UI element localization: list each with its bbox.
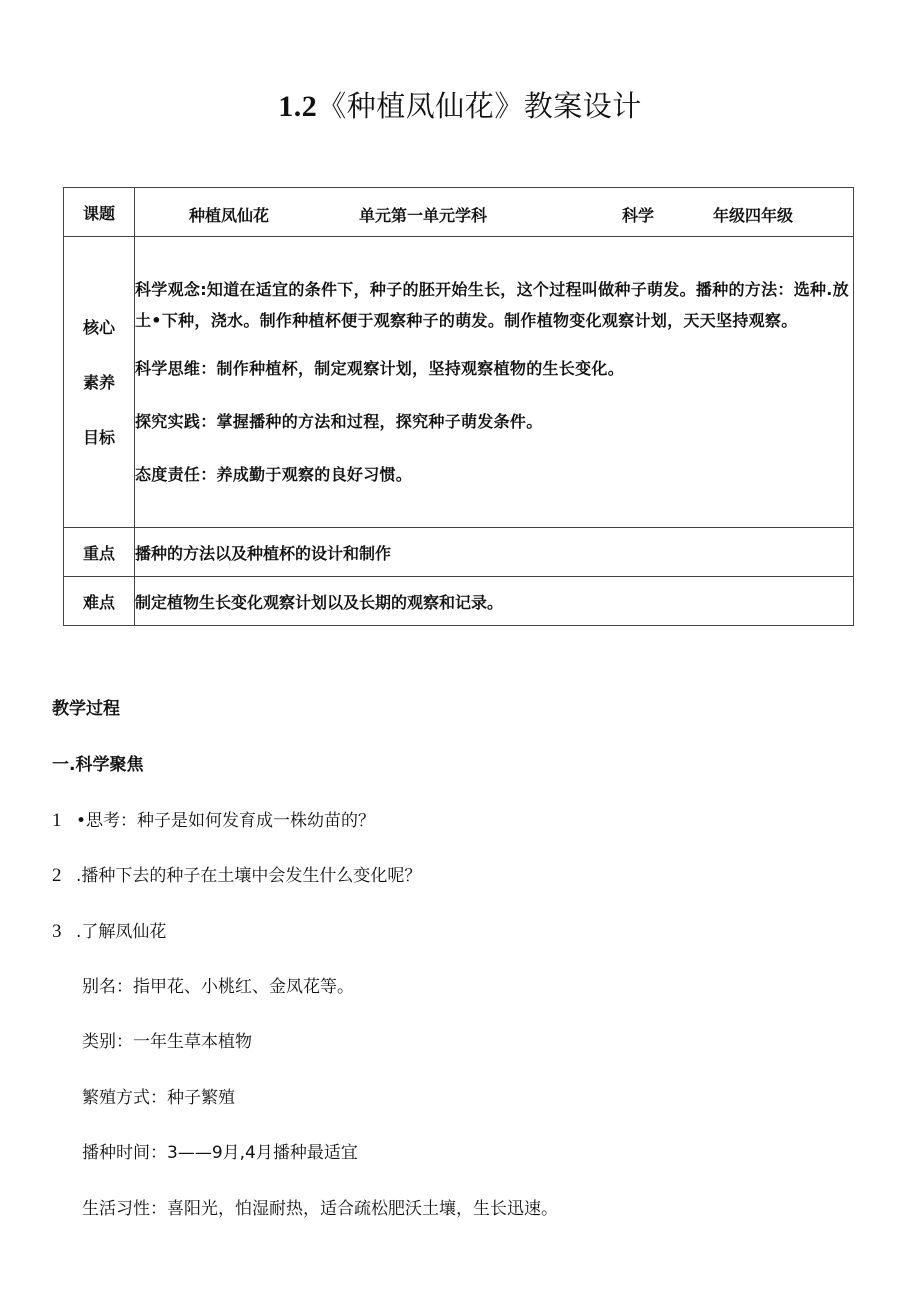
table-row-difficulties bbox=[64, 577, 854, 626]
item-number: 3 bbox=[52, 921, 62, 942]
science-concept-goal: 科学观念:知道在适宜的条件下，种子的胚开始生长，这个过程叫做种子萌发。播种的方法：选种.放土•下种，浇水。制作种植杯便于观察种子的萌发。制作植物变化观察计划，天天坚持观察。 bbox=[135, 279, 849, 330]
category-detail: 类别：一年生草本植物 bbox=[82, 1032, 252, 1052]
topic-info-cell bbox=[135, 188, 854, 237]
teaching-process-heading: 教学过程 bbox=[52, 699, 120, 719]
item-number: 2 bbox=[52, 865, 62, 886]
reproduction-detail: 繁殖方式：种子繁殖 bbox=[82, 1088, 235, 1108]
subject-value: 科学 bbox=[622, 206, 655, 225]
topic-label: 课题 bbox=[64, 188, 135, 237]
core-label-line: 素养 bbox=[82, 372, 115, 392]
grade-value: 年级四年级 bbox=[713, 206, 794, 225]
table-row-core-goals bbox=[64, 237, 854, 528]
title-number: 1.2 bbox=[278, 90, 318, 123]
inquiry-practice-goal: 探究实践：掌握播种的方法和过程，探究种子萌发条件。 bbox=[135, 411, 543, 431]
difficulties-text: 制定植物生长变化观察计划以及长期的观察和记录。 bbox=[135, 577, 854, 626]
topic-value: 种植凤仙花 bbox=[189, 206, 270, 225]
table-row-key-points bbox=[64, 528, 854, 577]
key-points-text: 播种的方法以及种植杯的设计和制作 bbox=[135, 528, 854, 577]
list-item bbox=[52, 917, 166, 943]
science-thinking-goal: 科学思维：制作种植杯，制定观察计划，坚持观察植物的生长变化。 bbox=[135, 358, 625, 378]
table-row-topic bbox=[64, 188, 854, 237]
key-points-label: 重点 bbox=[64, 528, 135, 577]
item-text: .了解凤仙花 bbox=[76, 922, 167, 942]
core-label-line: 目标 bbox=[82, 427, 115, 447]
core-goals-label bbox=[64, 237, 135, 528]
document-title bbox=[0, 84, 920, 125]
attitude-goal: 态度责任：养成勤于观察的良好习惯。 bbox=[135, 464, 413, 484]
core-goals-content bbox=[135, 237, 854, 528]
lesson-info-table bbox=[63, 187, 854, 626]
habits-detail: 生活习性：喜阳光，怕湿耐热，适合疏松肥沃土壤，生长迅速。 bbox=[82, 1199, 558, 1219]
alias-detail: 别名：指甲花、小桃红、金凤花等。 bbox=[82, 977, 354, 997]
item-text: •思考：种子是如何发育成一株幼苗的？ bbox=[76, 811, 376, 831]
sowing-time-detail: 播种时间：3——9月,4月播种最适宜 bbox=[82, 1143, 358, 1163]
list-item bbox=[52, 806, 375, 832]
unit-subject-value: 单元第一单元学科 bbox=[359, 206, 488, 225]
item-number: 1 bbox=[52, 810, 62, 831]
item-text: .播种下去的种子在土壤中会发生什么变化呢？ bbox=[76, 866, 422, 886]
list-item bbox=[52, 861, 421, 887]
science-focus-heading: 一.科学聚焦 bbox=[52, 755, 144, 775]
title-text: 《种植凤仙花》教案设计 bbox=[317, 89, 642, 123]
core-label-line: 核心 bbox=[82, 317, 115, 337]
difficulties-label: 难点 bbox=[64, 577, 135, 626]
